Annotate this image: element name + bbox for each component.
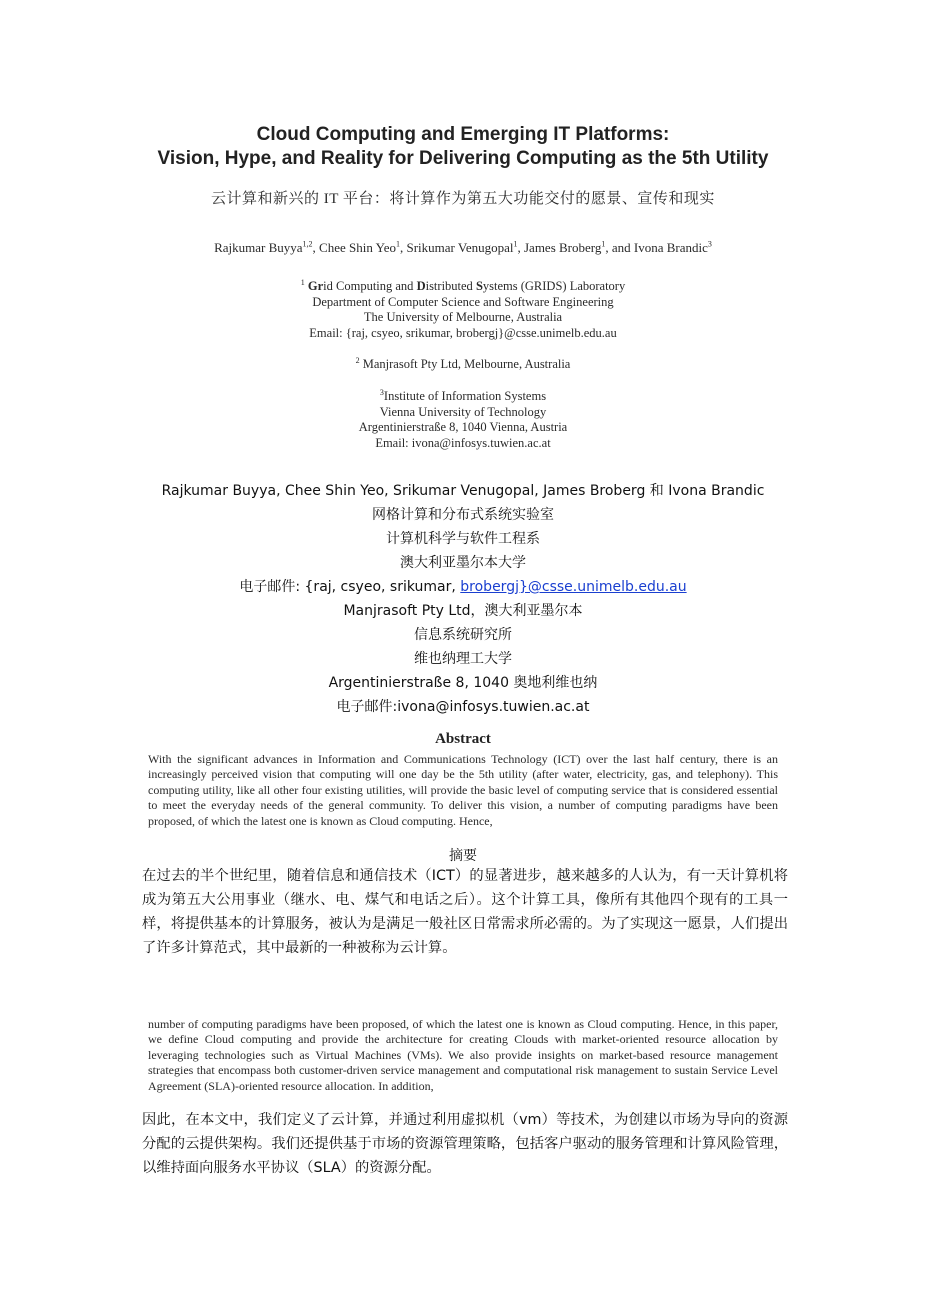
translated-address: Argentinierstraße 8, 1040 奥地利维也纳: [328, 675, 598, 691]
translated-dept: 计算机科学与软件工程系: [386, 531, 540, 547]
paper-title-chinese: 云计算和新兴的 IT 平台：将计算作为第五大功能交付的愿景、宣传和现实: [211, 191, 715, 207]
affiliation-3-institute: $^3$Institute of Information Systems: [379, 388, 547, 404]
affiliation-1-email: Email: {raj, csyeo, srikumar, brobergj}@csse.unimelb.edu.au: [309, 325, 617, 340]
author: Rajkumar Buyya$^{1,2}$,: [214, 240, 320, 256]
translated-lab: 网格计算和分布式系统实验室: [372, 507, 554, 523]
email-link[interactable]: brobergj}@csse.unimelb.edu.au: [460, 579, 687, 595]
affiliation-1-dept: Department of Computer Science and Software Engineering: [312, 294, 614, 309]
abstract-paragraph-2-chinese: 因此，在本文中，我们定义了云计算，并通过利用虚拟机（vm）等技术，为创建以市场为导向的资源分配的云提供架构。我们还提供基于市场的资源管理策略，包括客户驱动的服务管理和计算风险管理，以维持面向服务水平协议（SLA）的资源分配。: [142, 1112, 788, 1176]
abstract-heading: Abstract: [435, 731, 491, 747]
translated-institute: 信息系统研究所: [414, 627, 512, 643]
abstract-paragraph-1: With the significant advances in Information and Communications Technology (ICT) over the last half century, there is an increasingly perceived vision that computing will one day be the 5th utility (after water, electricity, gas, and telephony). This computing utility, like all other four existing utilities, will provide the basic level of computing service that is considered essential to meet the everyday needs of the general community. To deliver this vision, a number of computing paradigms have been proposed, of which the latest one is known as Cloud computing. Hence,: [148, 752, 778, 828]
translated-company: Manjrasoft Pty Ltd，澳大利亚墨尔本: [343, 603, 583, 619]
translated-email-2: 电子邮件:ivona@infosys.tuwien.ac.at: [336, 699, 590, 715]
author: Srikumar Venugopal$^1$,: [406, 240, 524, 256]
affiliation-3-univ: Vienna University of Technology: [379, 404, 547, 419]
abstract-heading-chinese: 摘要: [449, 848, 477, 864]
translated-affiliations: [0, 479, 926, 719]
translated-vienna-univ: 维也纳理工大学: [414, 651, 512, 667]
affiliation-1-univ: The University of Melbourne, Australia: [363, 310, 563, 325]
translated-authors: Rajkumar Buyya, Chee Shin Yeo, Srikumar Venugopal, James Broberg 和 Ivona Brandic: [161, 483, 765, 499]
translated-univ: 澳大利亚墨尔本大学: [400, 555, 526, 571]
author: Ivona Brandic$^3$: [633, 240, 712, 256]
paper-title-line1: Cloud Computing and Emerging IT Platforms:: [256, 124, 670, 145]
abstract-paragraph-2: number of computing paradigms have been proposed, of which the latest one is known as Cloud computing. Hence, in this paper, we define Cloud computing and provide the architecture for creating Clouds with market-oriented resource allocation by leveraging technologies such as Virtual Machines (VMs). We also provide insights on market-based resource management strategies that encompass both customer-driven service management and computational risk management to sustain Service Level Agreement (SLA)-oriented resource allocation. In addition,: [148, 1017, 778, 1093]
affiliation-3-address: Argentinierstraße 8, 1040 Vienna, Austria: [358, 420, 568, 435]
affiliation-1: [0, 275, 926, 341]
abstract-paragraph-1-chinese: 在过去的半个世纪里，随着信息和通信技术（ICT）的显著进步，越来越多的人认为，有一天计算机将成为第五大公用事业（继水、电、煤气和电话之后）。这个计算工具，像所有其他四个现有的工具一样，将提供基本的计算服务，被认为是满足一般社区日常需求所必需的。为了实现这一愿景，人们提出了许多计算范式，其中最新的一种被称为云计算。: [142, 868, 788, 956]
affiliation-2: $^2$ Manjrasoft Pty Ltd, Melbourne, Australia: [355, 356, 571, 372]
affiliation-3-email: Email: ivona@infosys.tuwien.ac.at: [375, 435, 551, 450]
paper-title-line2: Vision, Hype, and Reality for Delivering Computing as the 5th Utility: [157, 148, 769, 169]
author-list: [0, 240, 926, 256]
translated-email-1: 电子邮件: {raj, csyeo, srikumar, brobergj}@csse.unimelb.edu.au: [239, 579, 687, 595]
author: Chee Shin Yeo$^1$,: [319, 240, 407, 256]
affiliation-3: [0, 385, 926, 451]
author: James Broberg$^1$, and: [523, 240, 634, 256]
affiliation-1-lab: $^1$ Grid Computing and Distributed Systems (GRIDS) Laboratory: [300, 278, 626, 294]
